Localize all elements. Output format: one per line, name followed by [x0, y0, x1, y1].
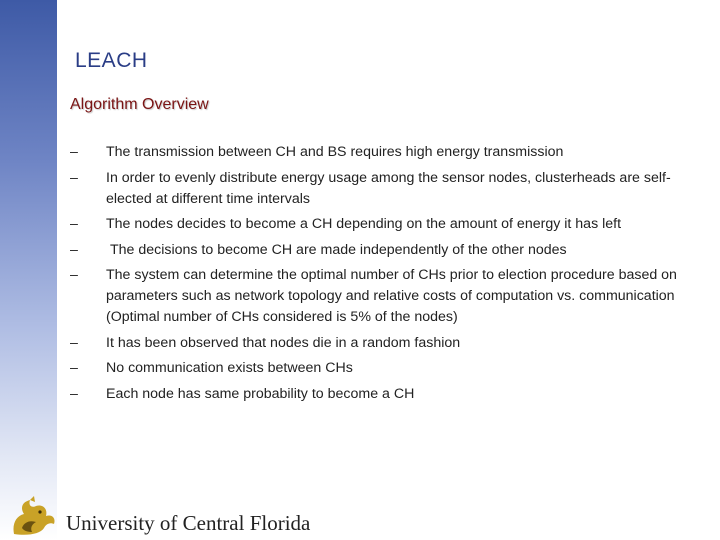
slide-title: LEACH	[75, 49, 148, 72]
pegasus-icon	[8, 494, 60, 538]
ucf-logo	[8, 494, 311, 540]
bullet-item	[70, 214, 710, 235]
bullet-item	[70, 384, 710, 405]
bullet-text: Each node has same probability to become a CH	[106, 385, 415, 402]
ucf-logo-text: University of Central Florida	[66, 511, 311, 535]
bullet-marker: –	[70, 144, 78, 160]
bullet-item	[70, 142, 710, 163]
bullet-marker: –	[70, 334, 78, 351]
bullet-text: No communication exists between CHs	[106, 360, 353, 376]
bullet-text: In order to evenly distribute energy usage among the sensor nodes, clusterheads are self-elected at different time intervals	[106, 169, 671, 207]
bullet-marker: –	[70, 385, 78, 402]
bullet-marker: –	[70, 360, 78, 376]
bullet-text: The transmission between CH and BS requires high energy transmission	[106, 144, 564, 160]
bullet-marker: –	[70, 241, 78, 258]
bullet-item	[70, 333, 710, 354]
bullet-marker: –	[70, 267, 78, 283]
bullet-list	[70, 142, 710, 409]
bullet-text: The system can determine the optimal number of CHs prior to election procedure based on parameters such as network topology and relative costs of computation vs. communication (Optimal number of CHs considered is 5% of the nodes)	[106, 267, 677, 325]
bullet-text: The decisions to become CH are made independently of the other nodes	[106, 241, 567, 258]
sidebar-gradient	[0, 0, 57, 540]
bullet-marker: –	[70, 169, 78, 186]
bullet-item	[70, 265, 710, 328]
bullet-item	[70, 240, 710, 261]
bullet-marker: –	[70, 216, 78, 232]
bullet-item	[70, 358, 710, 379]
bullet-item	[70, 168, 710, 210]
bullet-text: It has been observed that nodes die in a random fashion	[106, 334, 461, 351]
slide-subtitle: Algorithm Overview	[70, 96, 209, 113]
bullet-text: The nodes decides to become a CH depending on the amount of energy it has left	[106, 216, 622, 232]
